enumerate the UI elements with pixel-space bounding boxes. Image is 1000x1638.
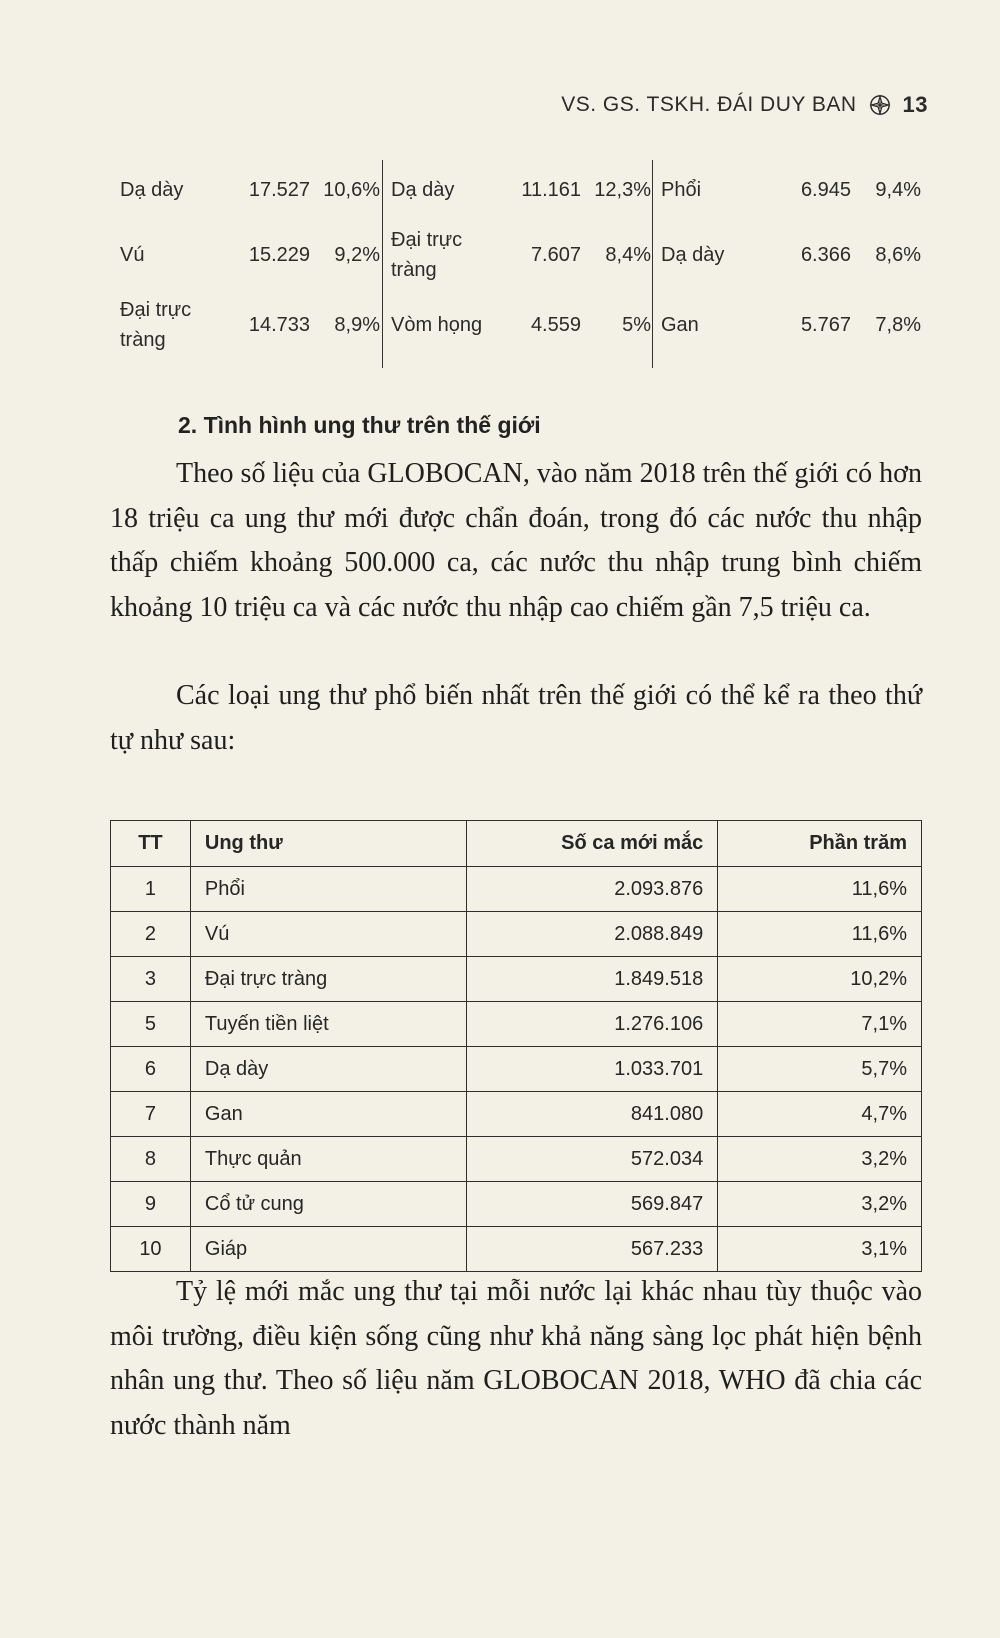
table-header-row <box>111 821 922 867</box>
table-row <box>383 220 653 290</box>
section-heading: 2. Tình hình ung thư trên thế giới <box>178 412 541 438</box>
compass-rose-icon <box>869 94 891 116</box>
case-count: 17.527 <box>248 178 310 201</box>
header-cases: Số ca mới mắc <box>466 821 718 867</box>
page-number: 13 <box>902 92 928 117</box>
row-cases: 1.849.518 <box>466 957 718 1002</box>
row-cancer: Dạ dày <box>190 1047 466 1092</box>
case-count: 11.161 <box>521 178 581 201</box>
cancer-name: Đại trực tràng <box>120 299 192 351</box>
row-percent: 3,1% <box>718 1227 922 1272</box>
row-percent: 5,7% <box>718 1047 922 1092</box>
header-percent: Phần trăm <box>718 821 922 867</box>
row-percent: 11,6% <box>718 867 922 912</box>
body-paragraph: Tỷ lệ mới mắc ung thư tại mỗi nước lại khác nhau tùy thuộc vào môi trường, điều kiện sống cũng như khả năng sàng lọc phát hiện bệnh nhân ung thư. Theo số liệu năm GLOBOCAN 2018, WHO đã chia các nước thành năm <box>110 1276 922 1441</box>
cancer-name: Vú <box>120 244 145 266</box>
row-tt: 1 <box>111 867 191 912</box>
case-count: 5.767 <box>800 313 851 336</box>
regional-cancer-table <box>112 160 922 370</box>
table-row <box>111 1047 922 1092</box>
row-cases: 2.093.876 <box>466 867 718 912</box>
table-row <box>112 290 382 360</box>
world-cancer-table <box>110 820 922 1272</box>
row-tt: 3 <box>111 957 191 1002</box>
cancer-name: Dạ dày <box>661 244 725 266</box>
row-cases: 567.233 <box>466 1227 718 1272</box>
header-tt: TT <box>111 821 191 867</box>
case-count: 4.559 <box>530 313 581 336</box>
case-count: 7.607 <box>530 243 581 266</box>
row-cancer: Vú <box>190 912 466 957</box>
cancer-name: Đại trực tràng <box>391 229 463 281</box>
body-paragraph: Các loại ung thư phổ biến nhất trên thế giới có thể kể ra theo thứ tự như sau: <box>110 680 922 756</box>
case-count: 6.366 <box>800 243 851 266</box>
body-paragraph: Theo số liệu của GLOBOCAN, vào năm 2018 trên thế giới có hơn 18 triệu ca ung thư mới được chẩn đoán, trong đó các nước thu nhập thấp chiếm khoảng 500.000 ca, các nước thu nhập trung bình chiếm khoảng 10 triệu ca và các nước thu nhập cao chiếm gần 7,5 triệu ca. <box>110 458 922 623</box>
table-row <box>111 867 922 912</box>
row-cases: 841.080 <box>466 1092 718 1137</box>
row-cancer: Phổi <box>190 867 466 912</box>
header-cancer: Ung thư <box>190 821 466 867</box>
row-percent: 3,2% <box>718 1137 922 1182</box>
table-row <box>653 290 923 360</box>
row-cases: 569.847 <box>466 1182 718 1227</box>
running-header <box>561 92 928 118</box>
table-row <box>111 1092 922 1137</box>
row-cases: 1.276.106 <box>466 1002 718 1047</box>
header-author: VS. GS. TSKH. ĐÁI DUY BAN <box>561 93 857 116</box>
row-percent: 3,2% <box>718 1182 922 1227</box>
cancer-name: Gan <box>661 314 699 336</box>
cancer-name: Dạ dày <box>391 179 455 201</box>
case-percent: 8,4% <box>605 243 651 266</box>
table-row <box>111 1227 922 1272</box>
row-cancer: Cổ tử cung <box>190 1182 466 1227</box>
row-percent: 7,1% <box>718 1002 922 1047</box>
table-column <box>382 160 653 368</box>
case-percent: 8,6% <box>875 243 921 266</box>
table-row <box>383 160 653 220</box>
row-tt: 2 <box>111 912 191 957</box>
case-percent: 12,3% <box>594 178 651 201</box>
row-percent: 4,7% <box>718 1092 922 1137</box>
case-count: 6.945 <box>800 178 851 201</box>
row-cancer: Thực quản <box>190 1137 466 1182</box>
case-count: 15.229 <box>248 243 310 266</box>
table-row <box>112 160 382 220</box>
table-row <box>111 1182 922 1227</box>
case-percent: 9,4% <box>875 178 921 201</box>
table-column <box>112 160 382 368</box>
table-row <box>653 220 923 290</box>
case-percent: 5% <box>622 313 651 336</box>
row-cases: 1.033.701 <box>466 1047 718 1092</box>
case-percent: 7,8% <box>875 313 921 336</box>
case-percent: 10,6% <box>323 178 380 201</box>
row-tt: 8 <box>111 1137 191 1182</box>
case-count: 14.733 <box>248 313 310 336</box>
row-tt: 6 <box>111 1047 191 1092</box>
row-cancer: Giáp <box>190 1227 466 1272</box>
table-row <box>111 1002 922 1047</box>
row-tt: 9 <box>111 1182 191 1227</box>
table-row <box>111 912 922 957</box>
table-row <box>383 290 653 360</box>
row-percent: 10,2% <box>718 957 922 1002</box>
row-tt: 5 <box>111 1002 191 1047</box>
row-tt: 10 <box>111 1227 191 1272</box>
table-row <box>111 957 922 1002</box>
row-percent: 11,6% <box>718 912 922 957</box>
table-column <box>652 160 923 368</box>
cancer-name: Dạ dày <box>120 179 184 201</box>
case-percent: 9,2% <box>334 243 380 266</box>
row-cases: 572.034 <box>466 1137 718 1182</box>
row-tt: 7 <box>111 1092 191 1137</box>
table-row <box>111 1137 922 1182</box>
case-percent: 8,9% <box>334 313 380 336</box>
cancer-name: Vòm họng <box>391 314 483 336</box>
row-cancer: Tuyến tiền liệt <box>190 1002 466 1047</box>
cancer-name: Phổi <box>661 179 702 201</box>
row-cases: 2.088.849 <box>466 912 718 957</box>
table-row <box>112 220 382 290</box>
table-row <box>653 160 923 220</box>
row-cancer: Gan <box>190 1092 466 1137</box>
row-cancer: Đại trực tràng <box>190 957 466 1002</box>
